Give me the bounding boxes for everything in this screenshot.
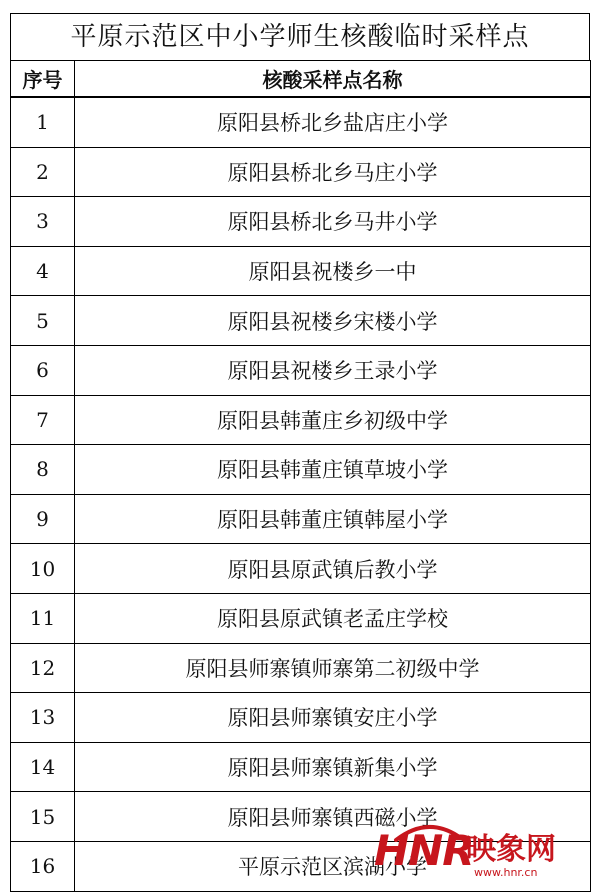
row-number: 5	[11, 296, 75, 346]
site-name: 原阳县韩董庄乡初级中学	[75, 395, 591, 445]
row-number: 6	[11, 345, 75, 395]
row-number: 1	[11, 97, 75, 147]
table-header-row	[11, 61, 591, 98]
row-number: 2	[11, 147, 75, 197]
site-name: 原阳县桥北乡盐店庄小学	[75, 97, 591, 147]
table-row	[11, 246, 591, 296]
document-title: 平原示范区中小学师生核酸临时采样点	[10, 13, 590, 60]
table-row	[11, 345, 591, 395]
table-row	[11, 296, 591, 346]
table-row	[11, 593, 591, 643]
site-name: 平原示范区滨湖小学	[75, 841, 591, 891]
site-name: 原阳县师寨镇安庄小学	[75, 693, 591, 743]
row-number: 4	[11, 246, 75, 296]
row-number: 11	[11, 593, 75, 643]
header-site-name: 核酸采样点名称	[75, 61, 591, 98]
watermark-url-text: www.hnr.cn	[474, 866, 538, 879]
row-number: 8	[11, 445, 75, 495]
row-number: 12	[11, 643, 75, 693]
site-name: 原阳县原武镇后教小学	[75, 544, 591, 594]
site-name: 原阳县祝楼乡王录小学	[75, 345, 591, 395]
table-row	[11, 147, 591, 197]
table-row	[11, 742, 591, 792]
site-name: 原阳县韩董庄镇韩屋小学	[75, 494, 591, 544]
site-name: 原阳县师寨镇师寨第二初级中学	[75, 643, 591, 693]
watermark-hnr-text: HNR	[374, 826, 474, 875]
site-name: 原阳县原武镇老孟庄学校	[75, 593, 591, 643]
row-number: 14	[11, 742, 75, 792]
sampling-points-table	[10, 60, 591, 892]
site-name: 原阳县韩董庄镇草坡小学	[75, 445, 591, 495]
header-serial-number: 序号	[11, 61, 75, 98]
table-row	[11, 197, 591, 247]
table-row	[11, 643, 591, 693]
row-number: 9	[11, 494, 75, 544]
site-name: 原阳县桥北乡马井小学	[75, 197, 591, 247]
table-row	[11, 494, 591, 544]
site-name: 原阳县师寨镇新集小学	[75, 742, 591, 792]
table-row	[11, 544, 591, 594]
site-name: 原阳县桥北乡马庄小学	[75, 147, 591, 197]
row-number: 10	[11, 544, 75, 594]
table-row	[11, 693, 591, 743]
site-name: 原阳县祝楼乡宋楼小学	[75, 296, 591, 346]
table-row	[11, 445, 591, 495]
row-number: 13	[11, 693, 75, 743]
row-number: 7	[11, 395, 75, 445]
row-number: 15	[11, 792, 75, 842]
watermark-brand-text: 映象网	[466, 832, 556, 867]
document-sheet	[10, 13, 590, 892]
row-number: 3	[11, 197, 75, 247]
row-number: 16	[11, 841, 75, 891]
table-row	[11, 97, 591, 147]
site-name: 原阳县师寨镇西磁小学	[75, 792, 591, 842]
table-row	[11, 395, 591, 445]
site-name: 原阳县祝楼乡一中	[75, 246, 591, 296]
hnr-watermark-logo	[374, 822, 588, 888]
